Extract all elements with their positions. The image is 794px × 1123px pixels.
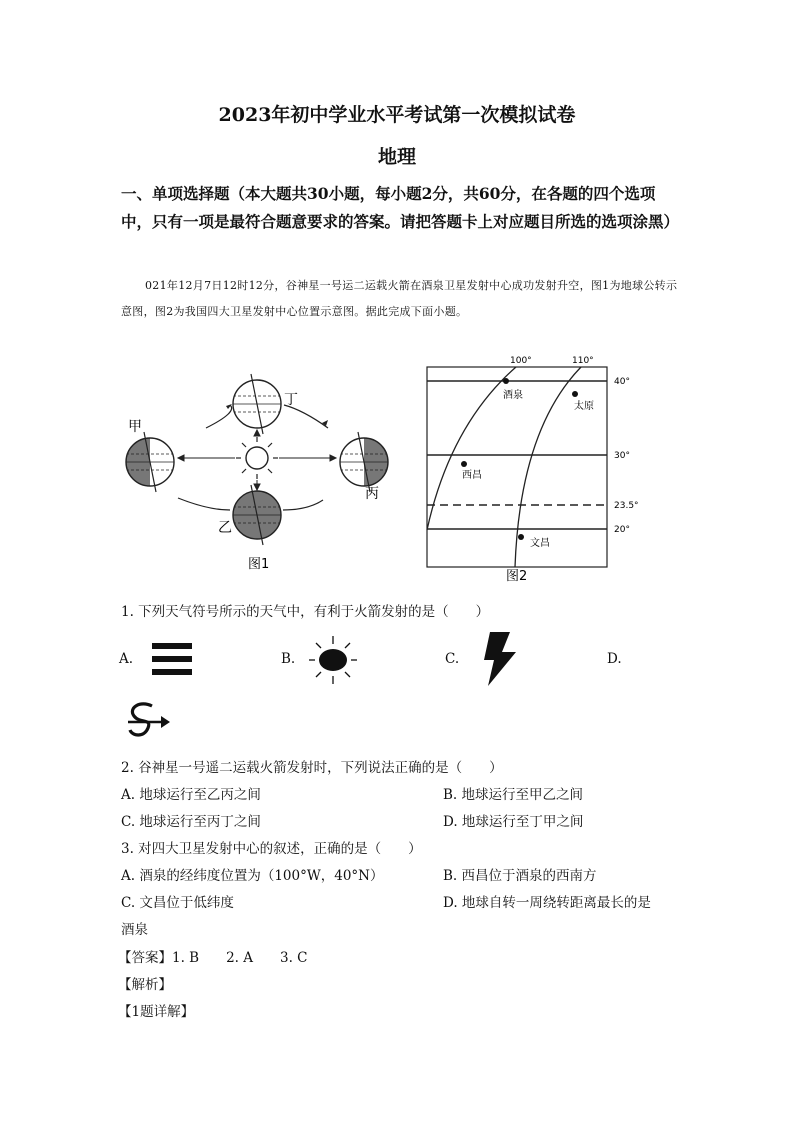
question-2-stem: 2. 谷神星一号遥二运载火箭发射时，下列说法正确的是（ ） (121, 760, 503, 776)
typhoon-icon (122, 700, 174, 746)
q1-option-d[interactable]: D. (607, 651, 622, 667)
q2-option-b[interactable]: B. 地球运行至甲乙之间 (443, 787, 584, 803)
lat-40-label: 40° (614, 377, 630, 387)
q1-option-b[interactable]: B. (281, 651, 296, 667)
q2-option-c[interactable]: C. 地球运行至丙丁之间 (121, 814, 261, 830)
meridian-110 (515, 367, 581, 567)
analysis-label: 【解析】 (118, 977, 172, 993)
q3-option-a[interactable]: A. 酒泉的经纬度位置为（100°W，40°N） (121, 868, 384, 884)
lat-23-label: 23.5° (614, 501, 639, 511)
label-jia: 甲 (128, 419, 142, 435)
q2-option-d[interactable]: D. 地球运行至丁甲之间 (443, 814, 584, 830)
answer-values: 1. B 2. A 3. C (172, 950, 308, 966)
sun-icon (236, 437, 278, 479)
figure2-caption: 图2 (506, 569, 528, 584)
sunny-icon (305, 632, 361, 688)
label-bing: 丙 (365, 486, 379, 502)
label-ding: 丁 (284, 392, 298, 408)
city-wenchang: 文昌 (530, 538, 550, 549)
fog-icon (150, 641, 194, 677)
q1-option-c[interactable]: C. (445, 651, 460, 667)
city-xichang: 西昌 (462, 470, 482, 481)
lat-30-label: 30° (614, 451, 630, 461)
q3-option-d[interactable]: D. 地球自转一周绕转距离最长的是 (443, 895, 651, 911)
earth-bing-icon (340, 432, 388, 492)
section-heading: 一、单项选择题（本大题共30小题，每小题2分，共60分，在各题的四个选项中，只有一项是最符合题意要求的答案。请把答题卡上对应题目所选的选项涂黑） (121, 184, 680, 231)
city-jiuquan: 酒泉 (503, 390, 523, 401)
q3-option-b[interactable]: B. 西昌位于酒泉的西南方 (443, 868, 597, 884)
subject-title: 地理 (377, 146, 416, 168)
q1-option-a[interactable]: A. (119, 651, 134, 667)
figure1-caption: 图1 (248, 557, 270, 572)
q2-option-a[interactable]: A. 地球运行至乙丙之间 (121, 787, 261, 803)
intro-text: 021年12月7日12时12分，谷神星一号运二运载火箭在酒泉卫星发射中心成功发射升空，图1为地球公转示意图，图2为我国四大卫星发射中心位置示意图。据此完成下面小题。 (121, 279, 678, 318)
question-1-stem: 1. 下列天气符号所示的天气中，有利于火箭发射的是（ ） (121, 604, 490, 620)
thunder-icon (480, 630, 520, 690)
page-title: 2023年初中学业水平考试第一次模拟试卷 (218, 104, 576, 126)
lon-110-label: 110° (572, 356, 594, 366)
lat-20-label: 20° (614, 525, 630, 535)
detail-label: 【1题详解】 (118, 1004, 195, 1020)
q3-option-c[interactable]: C. 文昌位于低纬度 (121, 895, 234, 911)
q3-option-d-continued: 酒泉 (121, 922, 148, 938)
earth-ding-icon (233, 374, 281, 434)
lon-100-label: 100° (510, 356, 532, 366)
earth-jia-icon (126, 432, 174, 492)
answer-line (118, 946, 308, 966)
intro-paragraph (121, 273, 681, 325)
answer-label: 【答案】 (118, 950, 172, 966)
earth-yi-icon (233, 485, 281, 545)
question-3-stem: 3. 对四大卫星发射中心的叙述，正确的是（ ） (121, 841, 422, 857)
city-taiyuan: 太原 (574, 401, 594, 412)
label-yi: 乙 (218, 520, 232, 536)
figure1-orbit-diagram (118, 370, 408, 575)
figure2-launch-center-map (420, 350, 680, 585)
